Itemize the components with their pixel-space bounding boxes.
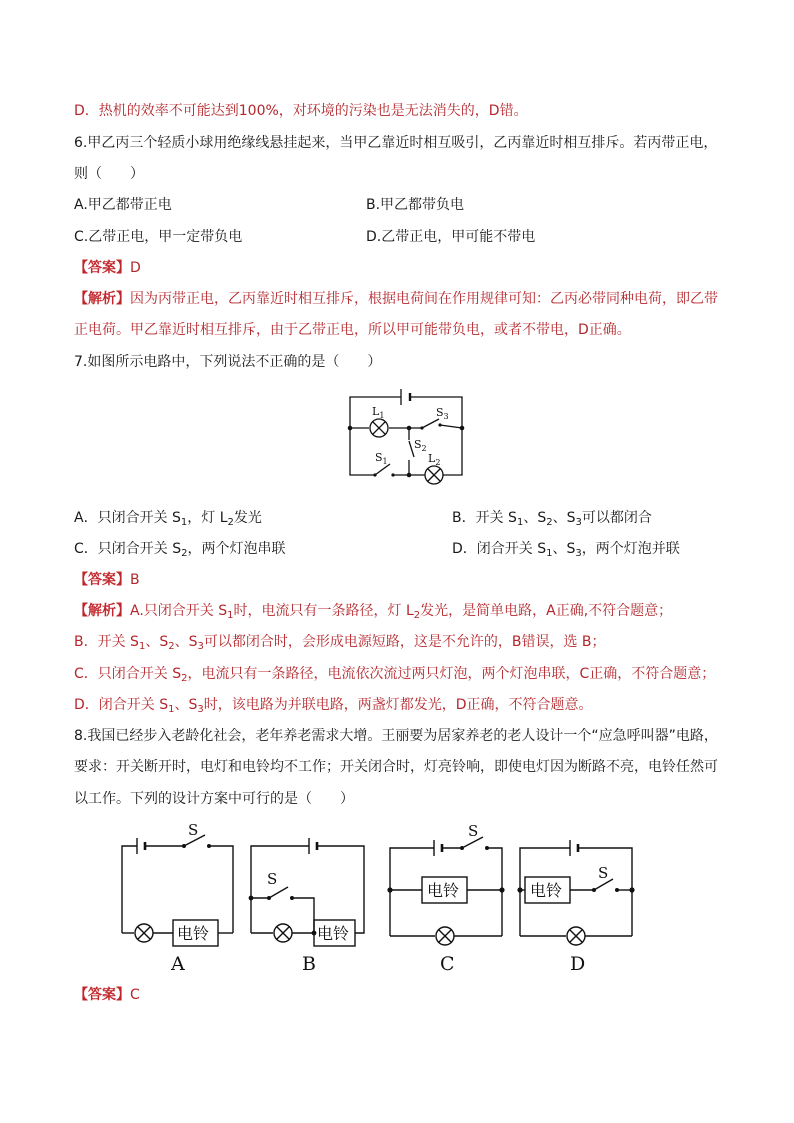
s2-label: $S_2$: [414, 438, 427, 453]
l2-label: $L_2$: [428, 452, 441, 467]
option-label-a: A: [171, 953, 185, 975]
option-label-d: D: [570, 953, 586, 975]
q6-answer: [74, 258, 141, 278]
q8-stem-line3: 以工作。下列的设计方案中可行的是（ ）: [74, 791, 354, 807]
q6-option-d: D.乙带正电，甲可能不带电: [366, 229, 536, 245]
switch-label-b: S: [267, 870, 278, 888]
q5-option-d-analysis: D．热机的效率不可能达到100%，对环境的污染也是无法消失的，D错。: [74, 103, 528, 119]
option-label-c: C: [440, 953, 455, 975]
q7-option-d: D．闭合开关 $S_1$、$S_3$，两个灯泡并联: [452, 541, 680, 559]
answer-value: B: [130, 572, 140, 588]
q7-analysis-d: D．闭合开关 $S_1$、$S_3$时，该电路为并联电路，两盏灯都发光，D正确，不符合题意。: [74, 697, 593, 715]
s3-label: $S_3$: [436, 406, 449, 421]
q6-stem-line2: 则（ ）: [74, 166, 144, 182]
answer-value: D: [130, 260, 141, 276]
bell-label-c: 电铃: [427, 881, 460, 900]
q7-analysis-b: B．开关 $S_1$、$S_2$、$S_3$可以都闭合时，会形成电源短路，这是不允许的，B错误，选 B；: [74, 634, 606, 652]
switch-label-a: S: [188, 821, 199, 839]
switch-label-d: S: [598, 864, 609, 882]
q8-stem-line2: 要求：开关断开时，电灯和电铃均不工作；开关闭合时，灯亮铃响，即使电灯因为断路不亮，电铃任然可: [74, 759, 718, 775]
option-label-b: B: [302, 953, 316, 975]
q6-analysis-line1: 【解析】因为丙带正电，乙丙靠近时相互排斥，根据电荷间在作用规律可知：乙丙必带同种电荷，即乙带: [74, 291, 718, 307]
switch-label-c: S: [468, 822, 479, 840]
q7-option-b: B．开关 $S_1$、$S_2$、$S_3$可以都闭合: [452, 510, 652, 528]
answer-tag: 【答案】: [74, 572, 130, 588]
bell-label-a: 电铃: [177, 924, 210, 943]
q7-stem: 7.如图所示电路中，下列说法不正确的是（ ）: [74, 354, 382, 370]
q6-option-b: B.甲乙都带负电: [366, 197, 465, 213]
bell-label-d: 电铃: [530, 881, 563, 900]
q7-analysis-a: 【解析】A.只闭合开关 $S_1$时，电流只有一条路径，灯 $L_2$发光，是简单电路，A正确,不符合题意；: [74, 603, 673, 621]
analysis-tag: 【解析】: [74, 291, 130, 307]
q7-option-a: A．只闭合开关 $S_1$，灯 $L_2$发光: [74, 510, 262, 528]
q7-answer: [74, 570, 140, 590]
q7-option-c: C．只闭合开关 $S_2$，两个灯泡串联: [74, 541, 286, 559]
q8-circuit-options: [112, 818, 652, 978]
switch-s3-icon: [422, 419, 439, 428]
q6-option-a: A.甲乙都带正电: [74, 197, 172, 213]
answer-value: C: [130, 987, 140, 1003]
q6-analysis-line2: 正电荷。甲乙靠近时相互排斥，由于乙带正电，所以甲可能带负电，或者不带电，D正确。: [74, 322, 631, 338]
s1-label: $S_1$: [375, 451, 388, 466]
answer-tag: 【答案】: [74, 987, 130, 1003]
l1-label: $L_1$: [372, 405, 385, 420]
q7-circuit-diagram: [340, 380, 470, 492]
q8-stem-line1: 8.我国已经步入老龄化社会，老年养老需求大增。王丽要为居家养老的老人设计一个“应急呼叫器”电路，: [74, 728, 718, 744]
bell-label-b: 电铃: [317, 924, 350, 943]
q8-answer: [74, 985, 140, 1005]
q6-stem-line1: 6.甲乙丙三个轻质小球用绝缘线悬挂起来，当甲乙靠近时相互吸引，乙丙靠近时相互排斥。若丙带正电，: [74, 135, 718, 151]
analysis-tag: 【解析】: [74, 603, 130, 619]
q7-analysis-c: C．只闭合开关 $S_2$，电流只有一条路径，电流依次流过两只灯泡，两个灯泡串联，C正确，不符合题意；: [74, 666, 716, 684]
answer-tag: 【答案】: [74, 260, 130, 276]
q6-option-c: C.乙带正电，甲一定带负电: [74, 229, 243, 245]
